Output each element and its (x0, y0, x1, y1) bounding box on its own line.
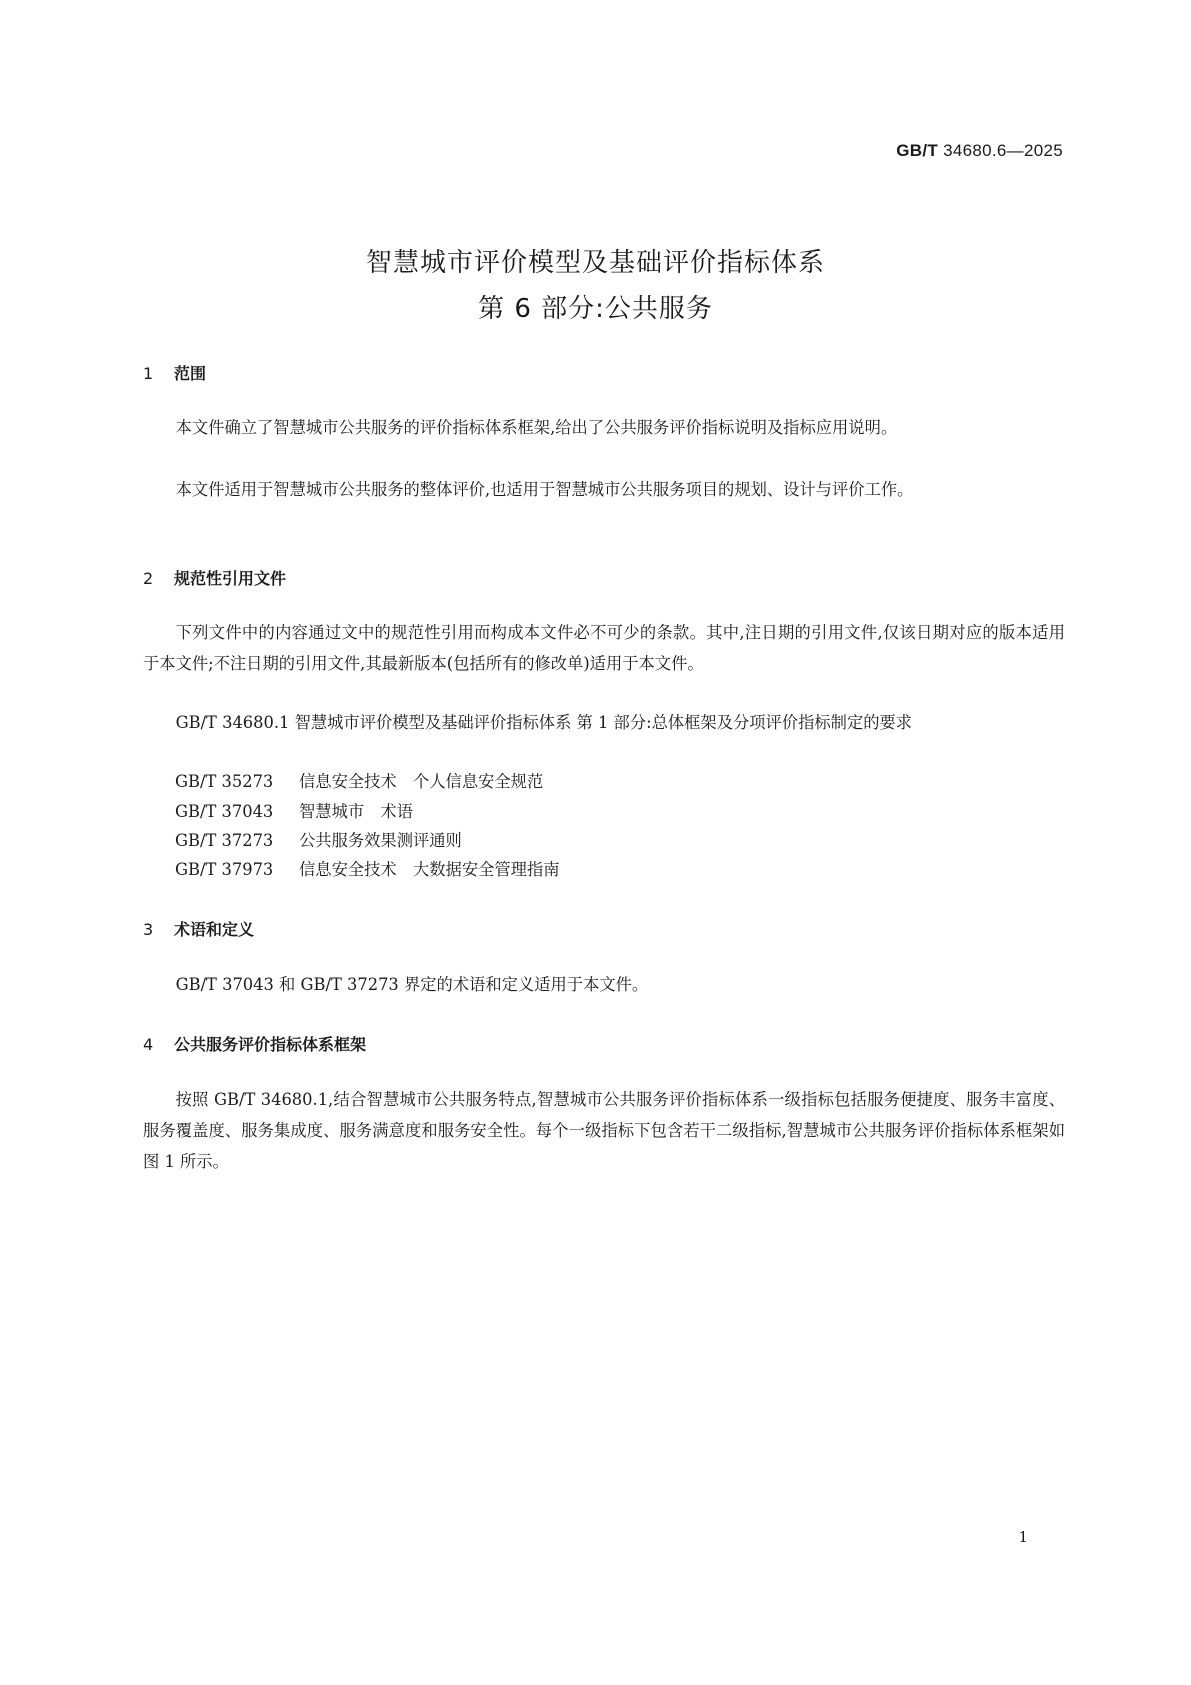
section-1-heading (143, 361, 206, 384)
section-3-paragraph-1: GB/T 37043 和 GB/T 37273 界定的术语和定义适用于本文件。 (175, 975, 649, 994)
reference-title: 公共服务效果测评通则 (299, 831, 462, 850)
reference-title: 信息安全技术 个人信息安全规范 (299, 772, 544, 791)
document-code-prefix: GB/T (896, 141, 939, 160)
section-4-number: 4 (143, 1035, 154, 1054)
section-4-heading (143, 1032, 366, 1055)
document-title (0, 240, 1191, 332)
section-4-paragraph-1: 按照 GB/T 34680.1,结合智慧城市公共服务特点,智慧城市公共服务评价指标体系一级指标包括服务便捷度、服务丰富度、服务覆盖度、服务集成度、服务满意度和服务安全性。每个一级指标下包含若干二级指标,智慧城市公共服务评价指标体系框架如图 1 所示。 (143, 1090, 1065, 1171)
title-line-2: 第 6 部分:公共服务 (478, 294, 713, 324)
section-3-title: 术语和定义 (174, 920, 255, 939)
document-code (896, 141, 1063, 161)
section-1-number: 1 (143, 364, 154, 383)
reference-item (175, 766, 543, 797)
reference-title: 智慧城市 术语 (299, 802, 413, 821)
document-code-number: 34680.6—2025 (943, 141, 1063, 160)
section-3-number: 3 (143, 920, 154, 939)
section-1-paragraph-2: 本文件适用于智慧城市公共服务的整体评价,也适用于智慧城市公共服务项目的规划、设计与评价工作。 (175, 480, 914, 499)
section-1-paragraph-1: 本文件确立了智慧城市公共服务的评价指标体系框架,给出了公共服务评价指标说明及指标应用说明。 (175, 418, 898, 437)
section-2-number: 2 (143, 569, 154, 588)
reference-code: GB/T 37273 (175, 831, 274, 850)
section-2-paragraph-1: 下列文件中的内容通过文中的规范性引用而构成本文件必不可少的条款。其中,注日期的引用文件,仅该日期对应的版本适用于本文件;不注日期的引用文件,其最新版本(包括所有的修改单)适用于本文件。 (143, 623, 1065, 673)
reference-item (175, 854, 560, 885)
reference-item (175, 825, 462, 856)
section-2-title: 规范性引用文件 (174, 569, 287, 588)
section-4-title: 公共服务评价指标体系框架 (174, 1035, 367, 1054)
section-1-title: 范围 (174, 364, 207, 383)
reference-code: GB/T 37043 (175, 802, 274, 821)
section-2-heading (143, 566, 286, 589)
reference-code: GB/T 37973 (175, 860, 274, 879)
reference-code: GB/T 35273 (175, 772, 274, 791)
page-number: 1 (1018, 1528, 1028, 1546)
reference-item (175, 796, 413, 827)
reference-title: 信息安全技术 大数据安全管理指南 (299, 860, 560, 879)
title-line-1: 智慧城市评价模型及基础评价指标体系 (365, 248, 825, 278)
section-2-paragraph-2: GB/T 34680.1 智慧城市评价模型及基础评价指标体系 第 1 部分:总体框架及分项评价指标制定的要求 (175, 713, 913, 732)
section-3-heading (143, 917, 254, 940)
